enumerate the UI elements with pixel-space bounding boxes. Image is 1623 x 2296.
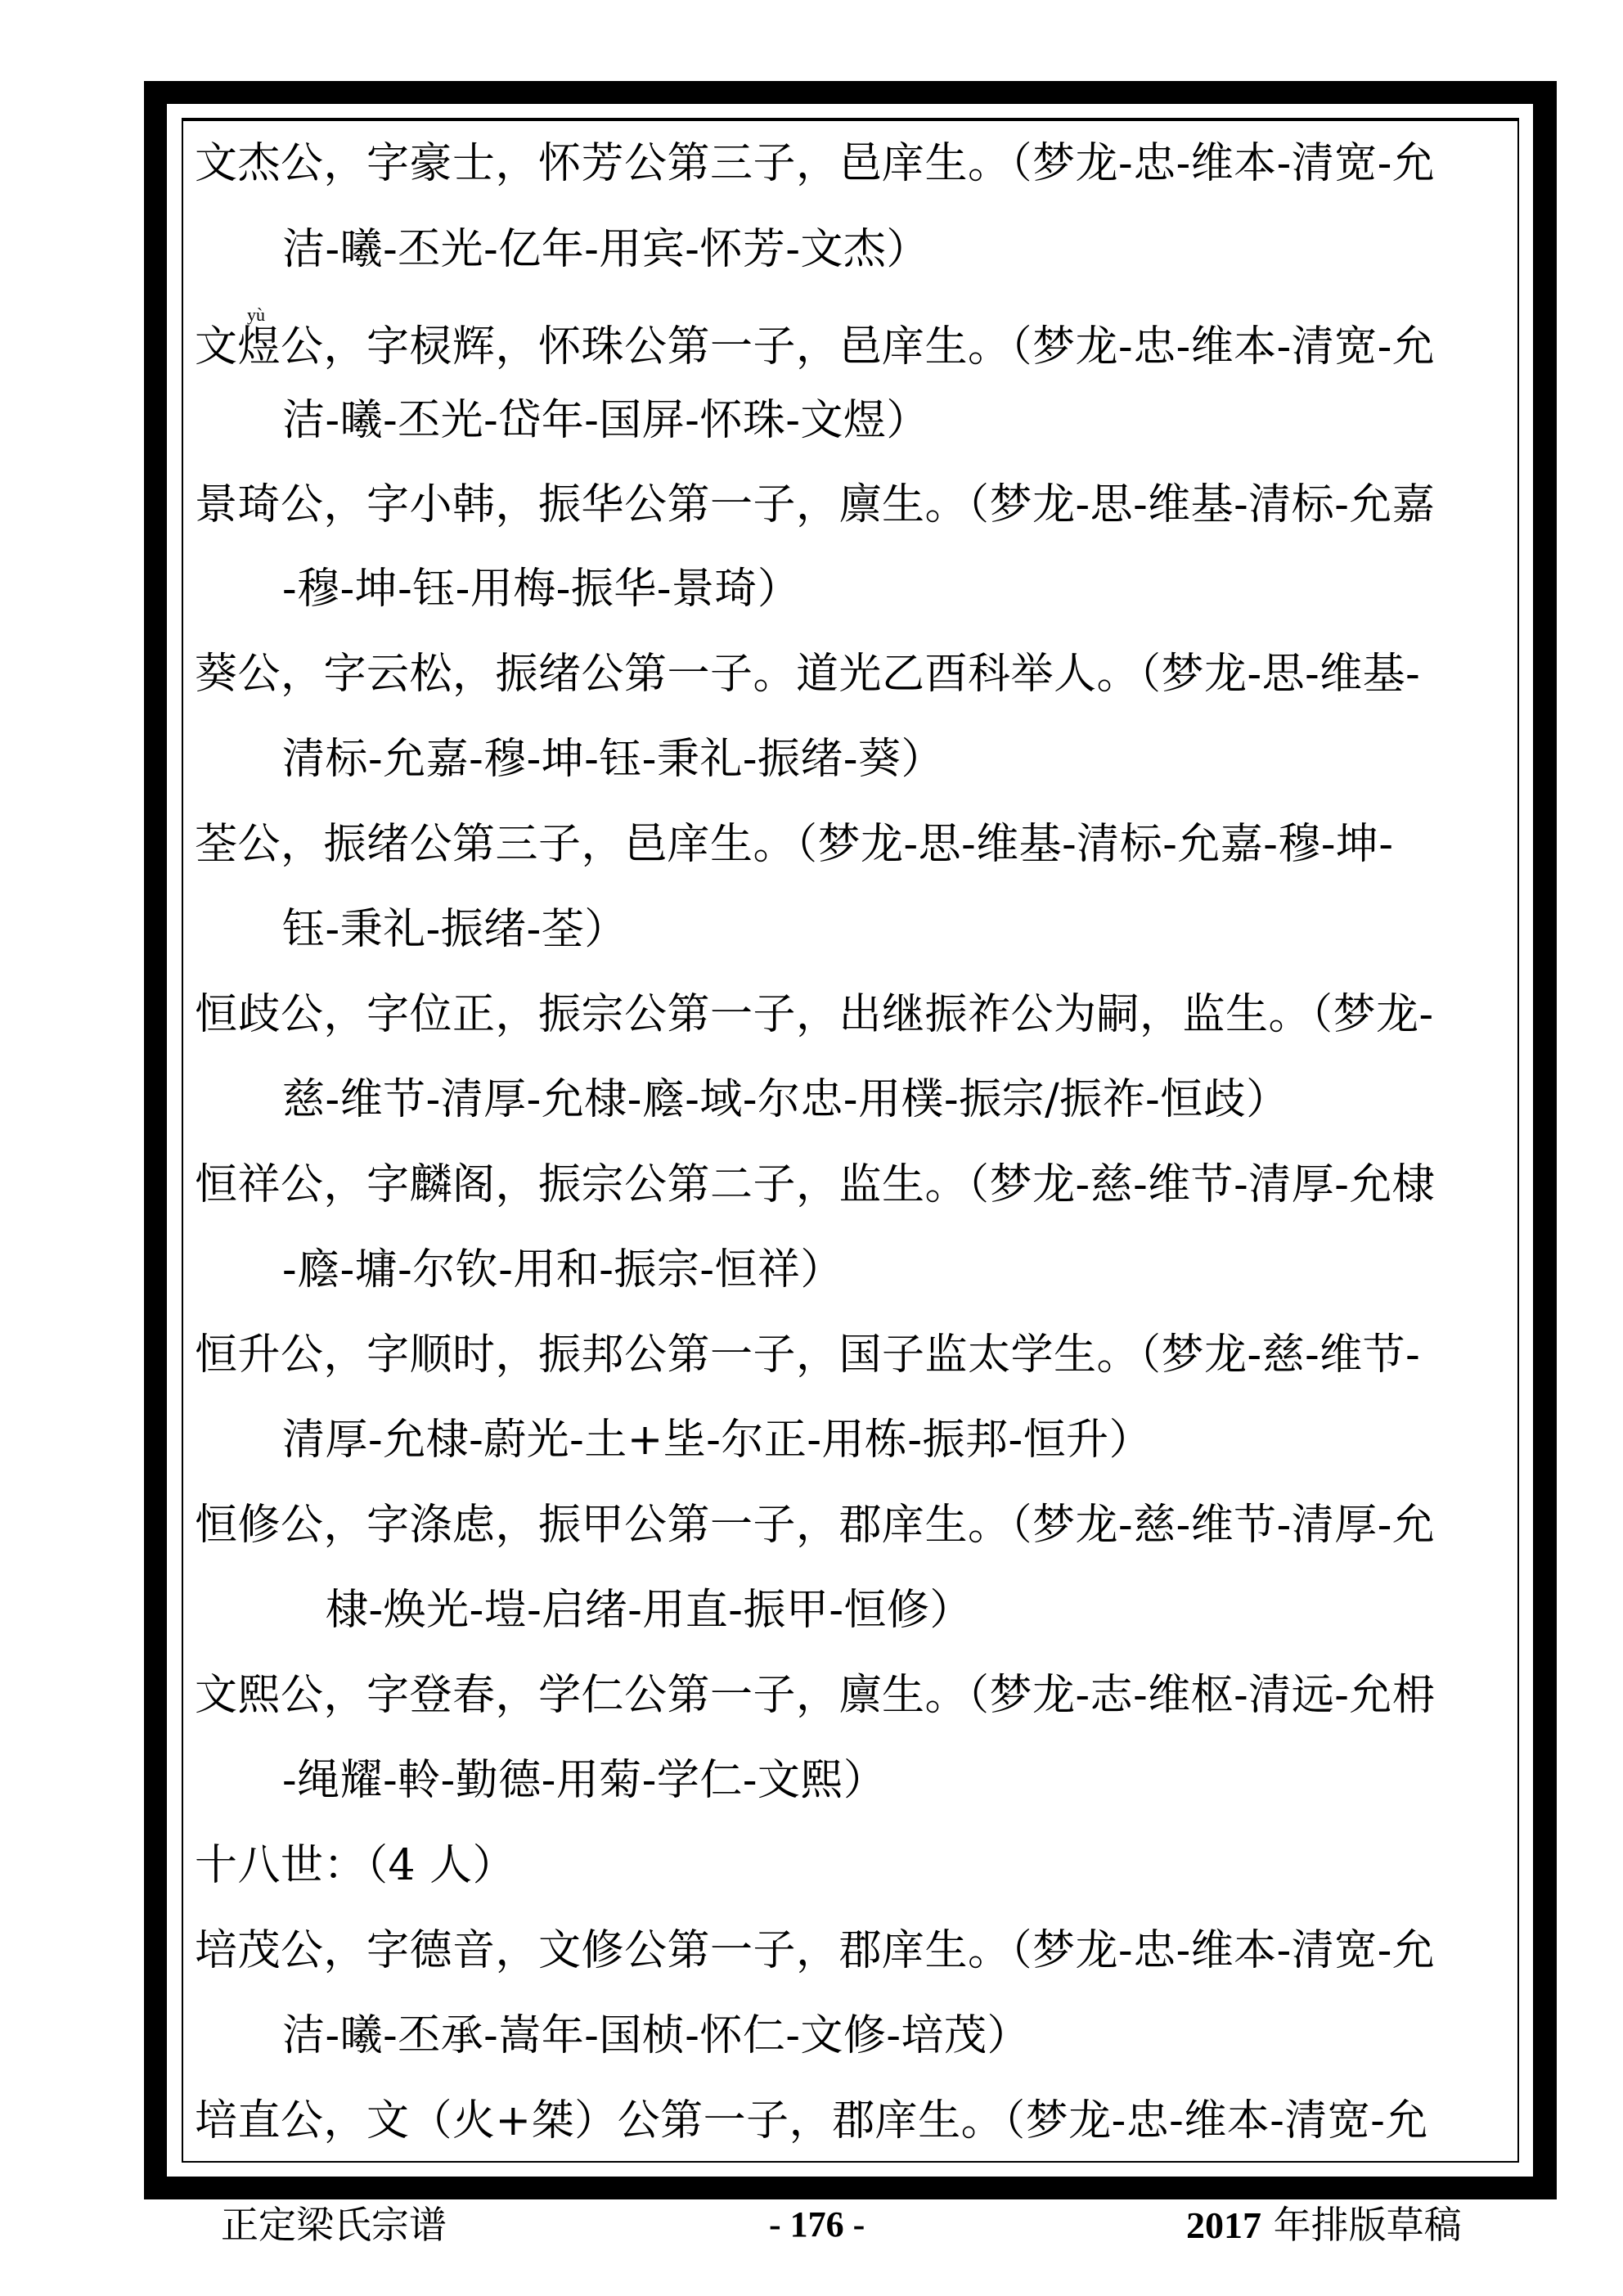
footer-year: 2017 [1186, 2204, 1261, 2246]
genealogy-lineage-line: 慈-维节-清厚-允棣-廕-域-尔忠-用樸-振宗/振祚-恒歧） [282, 1075, 1289, 1124]
generation-heading: 十八世：（4 人） [195, 1841, 516, 1890]
footer-draft-note [1186, 2204, 1462, 2247]
genealogy-lineage-line: 清厚-允棣-蔚光-土+坒-尔正-用栋-振邦-恒升） [282, 1416, 1153, 1465]
pinyin-annotation: yù [247, 304, 265, 325]
genealogy-lineage-line: 钰-秉礼-振绪-荃） [282, 905, 627, 954]
genealogy-lineage-line: 洁-曦-丕光-亿年-用宾-怀芳-文杰） [282, 225, 929, 274]
genealogy-lineage-line: 清标-允嘉-穆-坤-钰-秉礼-振绪-葵） [282, 735, 944, 784]
genealogy-entry-line: 恒祥公，字麟阁，振宗公第二子，监生。（梦龙-慈-维节-清厚-允棣 [195, 1160, 1436, 1209]
genealogy-entry-line: 恒歧公，字位正，振宗公第一子，出继振祚公为嗣，监生。（梦龙- [195, 990, 1434, 1039]
genealogy-entry-line: 文煜公，字棂辉，怀珠公第一子，邑庠生。（梦龙-忠-维本-清宽-允 [195, 322, 1436, 371]
genealogy-entry-line: 文杰公，字豪士，怀芳公第三子，邑庠生。（梦龙-忠-维本-清宽-允 [195, 139, 1436, 188]
genealogy-lineage-line: -穆-坤-钰-用梅-振华-景琦） [282, 565, 801, 614]
footer-draft-label: 年排版草稿 [1261, 2203, 1462, 2247]
genealogy-lineage-line: 洁-曦-丕承-嵩年-国桢-怀仁-文修-培茂） [282, 2011, 1030, 2060]
footer-book-title: 正定梁氏宗谱 [221, 2203, 447, 2247]
genealogy-lineage-line: -绳耀-軨-勤德-用菊-学仁-文熙） [282, 1756, 887, 1805]
genealogy-entry-line: 恒修公，字涤虑，振甲公第一子，郡庠生。（梦龙-慈-维节-清厚-允 [195, 1501, 1436, 1550]
genealogy-entry-line: 景琦公，字小韩，振华公第一子，廪生。（梦龙-思-维基-清标-允嘉 [195, 480, 1436, 529]
genealogy-entry-line: 恒升公，字顺时，振邦公第一子，国子监太学生。（梦龙-慈-维节- [195, 1330, 1421, 1380]
footer-page-number: - 176 - [769, 2204, 865, 2244]
genealogy-lineage-line: 棣-焕光-塏-启绪-用直-振甲-恒修） [326, 1586, 973, 1635]
genealogy-entry-line: 培茂公，字德音，文修公第一子，郡庠生。（梦龙-忠-维本-清宽-允 [195, 1926, 1436, 1975]
genealogy-entry-line: 培直公，文（火+桀）公第一子，郡庠生。（梦龙-忠-维本-清宽-允 [195, 2096, 1428, 2145]
genealogy-entry-line: 葵公，字云松，振绪公第一子。道光乙酉科举人。（梦龙-思-维基- [195, 650, 1421, 699]
genealogy-lineage-line: 洁-曦-丕光-岱年-国屏-怀珠-文煜） [282, 396, 929, 445]
genealogy-entry-line: 荃公，振绪公第三子，邑庠生。（梦龙-思-维基-清标-允嘉-穆-坤- [195, 820, 1394, 869]
genealogy-entry-line: 文熙公，字登春，学仁公第一子，廪生。（梦龙-志-维枢-清远-允枏 [195, 1671, 1436, 1720]
genealogy-lineage-line: -廕-墉-尔钦-用和-振宗-恒祥） [282, 1245, 843, 1294]
